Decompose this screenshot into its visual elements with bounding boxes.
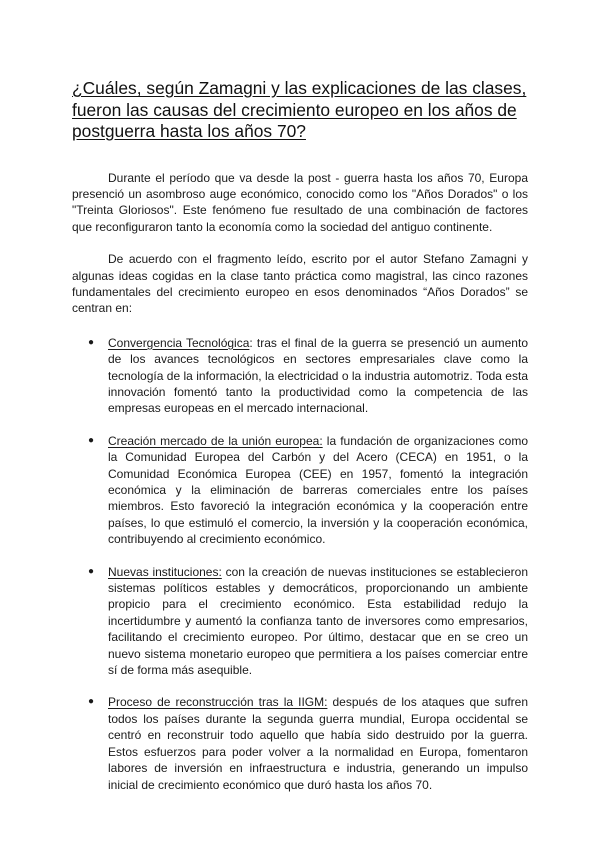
document-page — [72, 78, 528, 793]
bullet-text: la fundación de organizaciones como la Comunidad Europea del Carbón y del Acero (CECA) en 1951, o la Comunidad Económica Europea (CEE) en 1957, fomentó la integración económica y la eliminación de barreras comerciales entre los países miembros. Esto favoreció la integración económica y la cooperación entre países, lo que estimuló el comercio, la inversión y la cooperación económica, contribuyendo al crecimiento económico. — [108, 433, 528, 547]
bullet-text: después de los ataques que sufren todos los países durante la segunda guerra mundial, Europa occidental se centró en reconstruir todo aquello que había sido destruido por la guerra. Estos esfuerzos para poder volver a la normalidad en Europa, fomentaron labores de inversión en infraestructura e industria, generando un impulso inicial de crecimiento económico que duró hasta los años 70. — [108, 695, 528, 792]
bullet-term: Creación mercado de la unión europea: — [108, 433, 323, 448]
causes-list — [72, 335, 528, 793]
document-title: ¿Cuáles, según Zamagni y las explicaciones de las clases, fueron las causas del crecimiento europeo en los años de postguerra hasta los años 70? — [72, 78, 527, 141]
bullet-icon: ● — [88, 565, 95, 577]
list-item-reconstruction — [72, 694, 528, 792]
list-item-eu-market — [72, 433, 528, 548]
context-paragraph: De acuerdo con el fragmento leído, escrito por el autor Stefano Zamagni y algunas ideas cogidas en la clase tanto práctica como magistral, las cinco razones fundamentales del crecimiento europeo en esos denominados “Años Dorados” se centran en: — [72, 252, 528, 316]
bullet-term: Proceso de reconstrucción tras la IIGM: — [108, 695, 328, 710]
bullet-text: con la creación de nuevas instituciones se establecieron sistemas políticos estables y democráticos, proporcionando un ambiente propicio para el crecimiento económico. Esta estabilidad redujo la incertidumbre y aumentó la confianza tanto de inversores como empresarios, facilitando el crecimiento europeo. Por último, destacar que en se creo un nuevo sistema monetario europeo que permitiera a los países comerciar entre sí de forma más asequible. — [108, 564, 528, 678]
list-item-institutions — [72, 564, 528, 679]
bullet-icon: ● — [88, 336, 95, 348]
list-item-technology — [72, 335, 528, 417]
bullet-term: Nuevas instituciones: — [108, 564, 222, 579]
bullet-icon: ● — [88, 696, 95, 708]
intro-paragraph: Durante el período que va desde la post - guerra hasta los años 70, Europa presenció un asombroso auge económico, conocido como los "Años Dorados" o los "Treinta Gloriosos". Este fenómeno fue resultado de una combinación de factores que reconfiguraron tanto la economía como la sociedad del antiguo continente. — [72, 170, 528, 234]
bullet-term: Convergencia Tecnológica — [108, 335, 250, 350]
bullet-icon: ● — [88, 434, 95, 446]
bullet-text: : tras el final de la guerra se presenció un aumento de los avances tecnológicos en sectores empresariales clave como la tecnología de la información, la electricidad o la industria automotriz. Toda esta innovación fomentó tanto la productividad como la competencia de las empresas europeas en el mercado internacional. — [108, 335, 528, 416]
